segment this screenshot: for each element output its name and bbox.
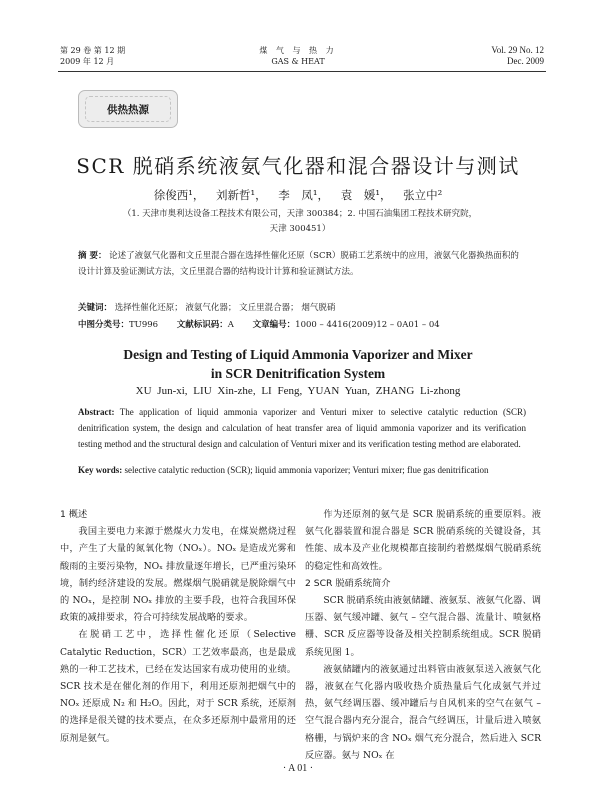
section-1-paragraph-2: 在脱硝工艺中，选择性催化还原（Selective Catalytic Reduction，SCR）工艺效率最高，也是最成熟的一种工艺技术，已经在发达国家有成功使用的业绩。SCR 技术是在催化剂的作用下，利用还原剂把烟气中的 NOₓ 还原成 N₂ 和 H₂O。因此，对于 SCR 系统，还原剂的选择是很关键的技术要点，在众多还原剂中最常用的还原剂是氨气。 xyxy=(60,629,296,744)
volume-issue-en: Vol. 29 No. 12 xyxy=(491,45,544,55)
section-tag xyxy=(78,90,178,128)
abstract-en-label: Abstract: xyxy=(78,407,115,417)
keywords-en-label: Key words: xyxy=(78,465,123,475)
keywords-en-text: selective catalytic reduction (SCR); liquid ammonia vaporizer; Venturi mixer; flue gas denitrification xyxy=(124,465,489,475)
authors-en: XU Jun-xi, LIU Xin-zhe, LI Feng, YUAN Yuan, ZHANG Li-zhong xyxy=(135,385,461,397)
doc-code-label: 文献标识码： xyxy=(176,320,228,330)
clc-value: TU996 xyxy=(129,320,159,330)
body-column-left xyxy=(60,506,296,747)
keywords-cn-label: 关键词： xyxy=(78,303,113,313)
journal-issue-en xyxy=(491,45,544,67)
journal-name xyxy=(248,45,348,67)
journal-name-cn: 煤 气 与 热 力 xyxy=(259,46,337,55)
body-column-right xyxy=(305,506,541,764)
abstract-en-text: The application of liquid ammonia vaporizer and Venturi mixer to selective catalytic reduction (SCR) denitrification system, the design and calculation of heat transfer area of liquid ammonia vaporizer and its verification testing method and the structural design and calculation of Venturi mixer and its verification testing method are elaborated. xyxy=(78,407,526,449)
volume-issue-cn: 第 29 卷 第 12 期 xyxy=(60,46,126,55)
section-1-paragraph-3: 作为还原剂的氨气是 SCR 脱硝系统的重要原料。液氨气化器装置和混合器是 SCR 脱硝系统的关键设备，其性能、成本及产业化规模都直接制约着燃煤烟气脱硝系统的稳定性和高效性。 xyxy=(305,509,541,572)
section-1-paragraph-1: 我国主要电力来源于燃煤火力发电，在煤炭燃烧过程中，产生了大量的氮氧化物（NOₓ）。NOₓ 是造成光雾和酸雨的主要污染物，NOₓ 排放量逐年增长，已严重污染环境，制约经济建设的发展。燃煤烟气脱硝就是脱除烟气中的 NOₓ，是控制 NOₓ 排放的主要手段，也符合我国环保政策的减排要求，符合可持续发展战略的要求。 xyxy=(60,526,296,624)
page-number: · A 01 · xyxy=(282,763,314,774)
date-cn: 2009 年 12 月 xyxy=(60,57,115,66)
affiliation-line-1: （1. 天津市奥利达设备工程技术有限公司，天津 300384；2. 中国石油集团工程技术研究院， xyxy=(122,209,478,219)
article-no-label: 文章编号： xyxy=(252,320,296,330)
keywords-en xyxy=(78,462,526,478)
section-2-paragraph-1: SCR 脱硝系统由液氨储罐、液氨泵、液氨气化器、调压器、氨气缓冲罐、氨气 – 空气混合器、流量计、喷氨格栅、SCR 反应器等设备及相关控制系统组成。SCR 脱硝系统见图 1。 xyxy=(305,595,541,658)
section-tag-label: 供热热源 xyxy=(107,103,149,116)
date-en: Dec. 2009 xyxy=(507,56,544,66)
header-rule xyxy=(58,71,546,72)
journal-name-en: GAS & HEAT xyxy=(271,57,325,66)
section-1-heading: 1 概述 xyxy=(60,509,88,520)
abstract-en xyxy=(78,404,526,452)
affiliation-cn xyxy=(110,207,490,237)
paper-title-en xyxy=(0,345,596,383)
clc-label: 中图分类号： xyxy=(78,320,130,330)
doc-code-value: A xyxy=(227,320,234,330)
abstract-cn-label: 摘 要： xyxy=(78,251,107,261)
section-2-paragraph-2: 液氨储罐内的液氨通过出料管由液氨泵送入液氨气化器，液氨在气化器内吸收热介质热量后气化成氨气并过热，氨气经调压器、缓冲罐后与自风机来的空气在氨气 – 空气混合器内充分混合，混合气经调压，计量后进入喷氨格栅，与锅炉来的含 NOₓ 烟气充分混合，然后进入 SCR 反应器。氨与 NOₓ 在 xyxy=(305,663,541,761)
keywords-cn xyxy=(78,301,526,315)
abstract-cn xyxy=(78,248,526,280)
abstract-cn-text: 论述了液氨气化器和文丘里混合器在选择性催化还原（SCR）脱硝工艺系统中的应用，液氨气化器换热面积的设计计算及验证测试方法，文丘里混合器的结构设计计算和验证测试方法。 xyxy=(78,251,519,277)
article-no-value: 1000 – 4416(2009)12 – 0A01 – 04 xyxy=(295,320,440,330)
section-2-heading: 2 SCR 脱硝系统简介 xyxy=(305,577,391,589)
affiliation-line-2: 天津 300451） xyxy=(269,224,331,234)
paper-title-cn: SCR 脱硝系统液氨气化器和混合器设计与测试 xyxy=(76,154,520,178)
keywords-cn-text: 选择性催化还原； 液氨气化器； 文丘里混合器； 烟气脱硝 xyxy=(114,303,336,313)
journal-issue-cn xyxy=(60,45,125,67)
paper-title-en-line-1: Design and Testing of Liquid Ammonia Vaporizer and Mixer xyxy=(123,347,473,362)
paper-title-en-line-2: in SCR Denitrification System xyxy=(210,366,386,381)
classification-line xyxy=(78,318,526,332)
authors-cn: 徐俊西¹， 刘新哲¹， 李 凤¹， 袁 媛¹， 张立中² xyxy=(153,188,443,202)
